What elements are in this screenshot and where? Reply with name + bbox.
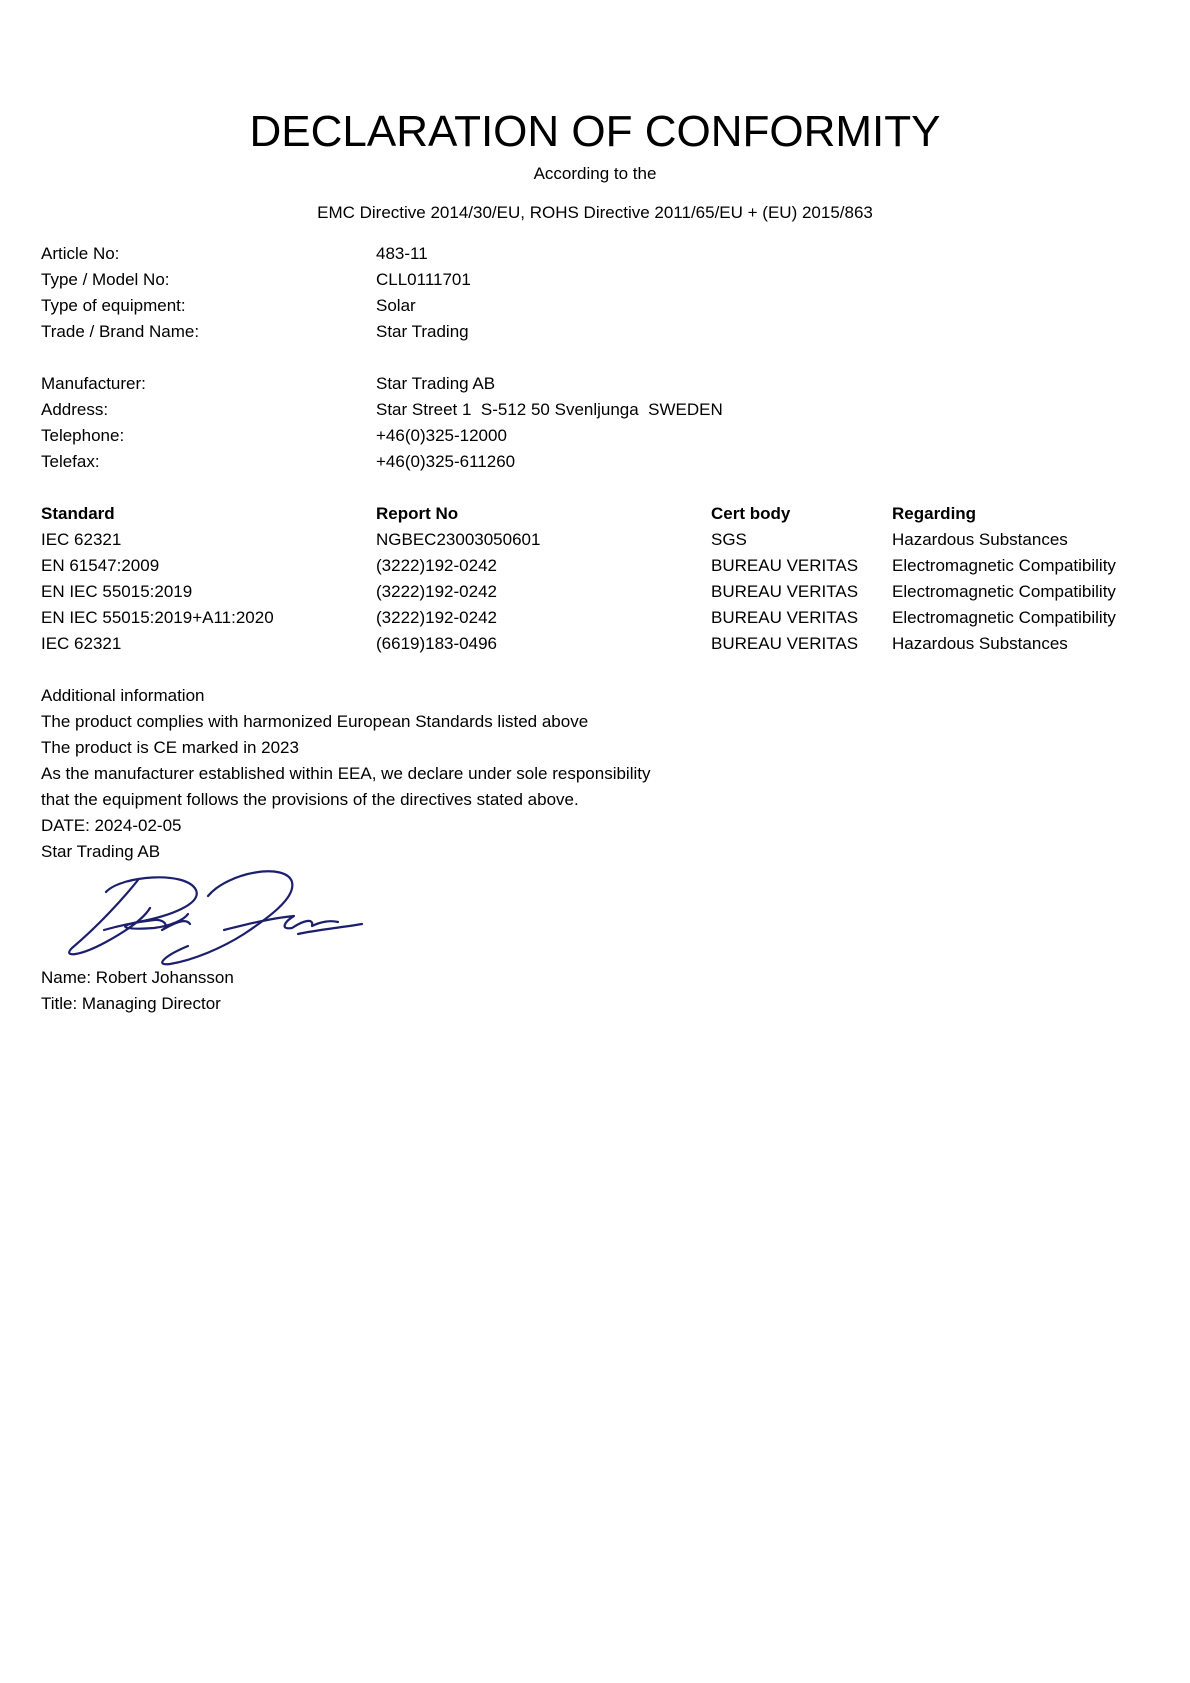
table-row <box>0 631 1190 657</box>
product-row <box>0 267 1190 293</box>
regarding-cell: Hazardous Substances <box>892 634 1068 653</box>
signature-image <box>58 860 368 972</box>
manufacturer-row <box>0 371 1190 397</box>
standard-cell: IEC 62321 <box>41 530 122 549</box>
additional-info-line: The product is CE marked in 2023 <box>41 738 299 757</box>
field-label: Telephone: <box>41 426 125 445</box>
signature-strokes <box>69 871 362 964</box>
field-label: Type / Model No: <box>41 270 170 289</box>
standard-cell: IEC 62321 <box>41 634 122 653</box>
regarding-cell: Electromagnetic Compatibility <box>892 582 1116 601</box>
field-value: Star Trading <box>376 322 469 341</box>
company-name: Star Trading AB <box>41 842 161 861</box>
field-label: Address: <box>41 400 109 419</box>
regarding-cell: Electromagnetic Compatibility <box>892 608 1116 627</box>
document-subtitle: According to the <box>533 164 657 183</box>
product-row <box>0 241 1190 267</box>
table-row <box>0 527 1190 553</box>
manufacturer-row <box>0 397 1190 423</box>
directives-line: EMC Directive 2014/30/EU, ROHS Directive 2011/65/EU + (EU) 2015/863 <box>317 203 873 222</box>
additional-info-line: that the equipment follows the provisions of the directives stated above. <box>41 790 579 809</box>
column-header-standard: Standard <box>41 504 115 523</box>
additional-info-line: The product complies with harmonized European Standards listed above <box>41 712 589 731</box>
report-cell: (6619)183-0496 <box>376 634 497 653</box>
regarding-cell: Hazardous Substances <box>892 530 1068 549</box>
field-label: Telefax: <box>41 452 100 471</box>
manufacturer-row <box>0 423 1190 449</box>
field-value: +46(0)325-12000 <box>376 426 507 445</box>
field-value: CLL0111701 <box>376 270 471 289</box>
column-header-regarding: Regarding <box>892 504 977 523</box>
cert-body-cell: BUREAU VERITAS <box>711 608 859 627</box>
cert-body-cell: BUREAU VERITAS <box>711 582 859 601</box>
field-value: Star Trading AB <box>376 374 496 393</box>
document-title: DECLARATION OF CONFORMITY <box>249 107 941 156</box>
product-row <box>0 319 1190 345</box>
manufacturer-row <box>0 449 1190 475</box>
signatory-name: Name: Robert Johansson <box>41 968 234 987</box>
signature-stroke <box>224 916 338 930</box>
cert-body-cell: SGS <box>711 530 747 549</box>
cert-body-cell: BUREAU VERITAS <box>711 556 859 575</box>
table-row <box>0 553 1190 579</box>
signature-stroke <box>69 880 150 954</box>
column-header-cert-body: Cert body <box>711 504 791 523</box>
standard-cell: EN IEC 55015:2019 <box>41 582 193 601</box>
signature-stroke <box>298 924 362 934</box>
field-label: Trade / Brand Name: <box>41 322 200 341</box>
field-value: +46(0)325-611260 <box>376 452 516 471</box>
product-row <box>0 293 1190 319</box>
field-label: Article No: <box>41 244 120 263</box>
table-row <box>0 605 1190 631</box>
additional-info-line: As the manufacturer established within EEA, we declare under sole responsibility <box>41 764 651 783</box>
cert-body-cell: BUREAU VERITAS <box>711 634 859 653</box>
field-value: Star Street 1 S-512 50 Svenljunga SWEDEN <box>376 400 723 419</box>
field-value: Solar <box>376 296 416 315</box>
table-row <box>0 579 1190 605</box>
report-cell: (3222)192-0242 <box>376 582 497 601</box>
report-cell: (3222)192-0242 <box>376 608 497 627</box>
declaration-date: DATE: 2024-02-05 <box>41 816 182 835</box>
additional-info-heading: Additional information <box>41 686 205 705</box>
table-header-row <box>0 501 1190 527</box>
regarding-cell: Electromagnetic Compatibility <box>892 556 1116 575</box>
field-value: 483-11 <box>376 244 428 263</box>
field-label: Type of equipment: <box>41 296 186 315</box>
signatory-title: Title: Managing Director <box>41 994 221 1013</box>
column-header-report: Report No <box>376 504 459 523</box>
standard-cell: EN 61547:2009 <box>41 556 160 575</box>
standard-cell: EN IEC 55015:2019+A11:2020 <box>41 608 274 627</box>
report-cell: (3222)192-0242 <box>376 556 497 575</box>
field-label: Manufacturer: <box>41 374 146 393</box>
report-cell: NGBEC23003050601 <box>376 530 541 549</box>
signature-stroke <box>162 871 292 964</box>
